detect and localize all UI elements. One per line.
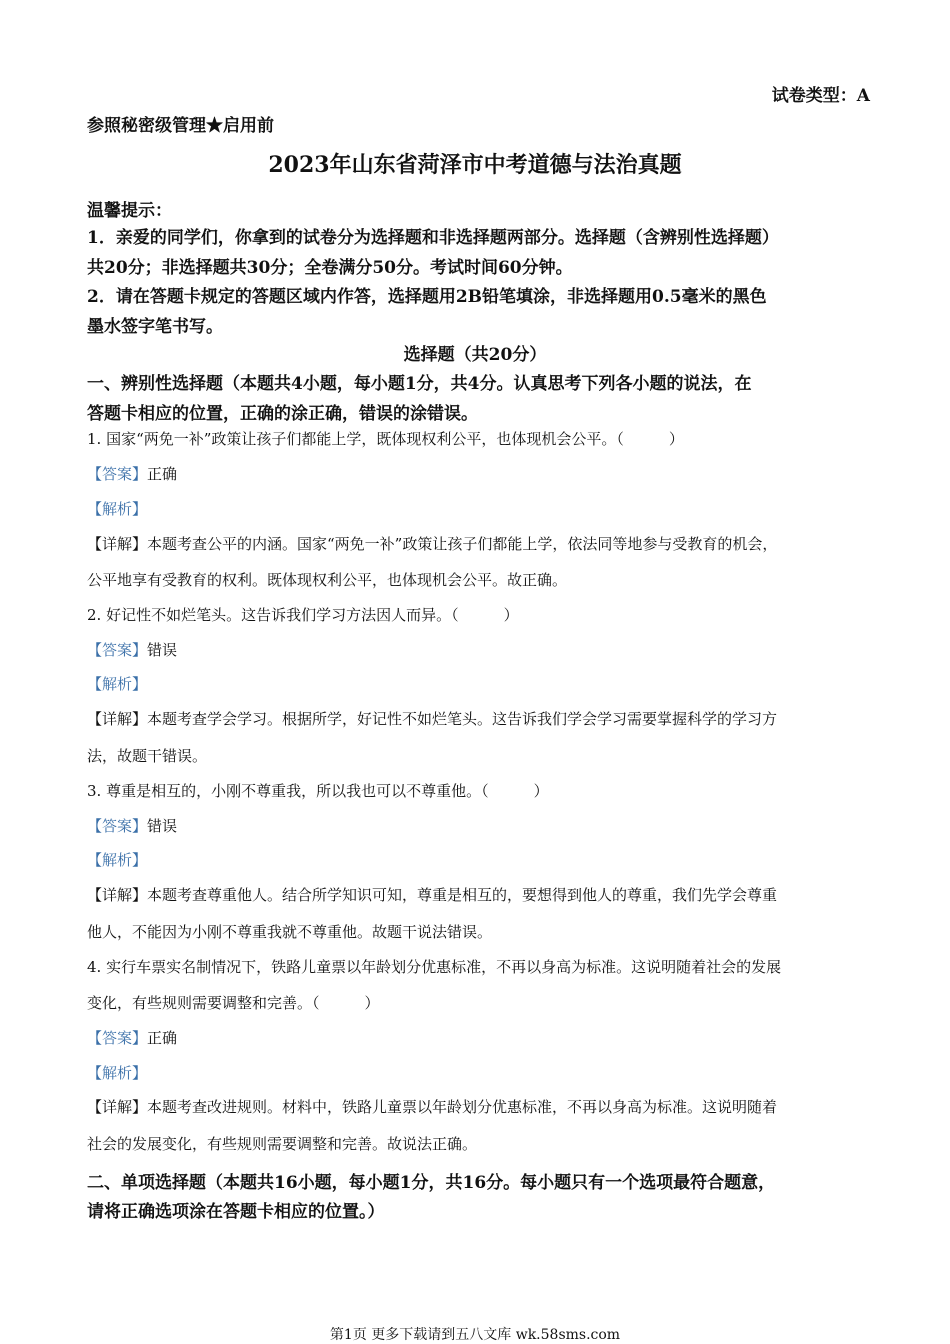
answer-value: 正确 xyxy=(147,465,178,483)
q1-analysis-label: 【解析】 xyxy=(87,500,148,518)
detail-label: 【详解】 xyxy=(87,1098,148,1116)
q2-answer xyxy=(87,639,870,660)
answer-value: 错误 xyxy=(147,641,178,659)
q1-detail-line-2: 公平地享有受教育的权利。既体现权利公平，也体现机会公平。故正确。 xyxy=(87,571,568,589)
q3-analysis-label: 【解析】 xyxy=(87,851,148,869)
q4-answer xyxy=(87,1027,870,1048)
paper-type: 试卷类型：A xyxy=(771,86,870,106)
secret-level: 参照秘密级管理★启用前 xyxy=(87,116,274,136)
part2-heading-line-1: 二、单项选择题（本题共16小题，每小题1分，共16分。每小题只有一个选项最符合题意， xyxy=(87,1173,776,1193)
question-2: 2. 好记性不如烂笔头。这告诉我们学习方法因人而异。（ ） xyxy=(87,606,519,624)
question-4-line-2: 变化，有些规则需要调整和完善。（ ） xyxy=(87,994,380,1012)
part1-heading-line-1: 一、辨别性选择题（本题共4小题，每小题1分，共4分。认真思考下列各小题的说法，在 xyxy=(87,374,752,394)
part1-heading-line-2: 答题卡相应的位置，正确的涂正确，错误的涂错误。 xyxy=(87,404,478,424)
detail-text: 本题考查尊重他人。结合所学知识可知，尊重是相互的，要想得到他人的尊重，我们先学会尊重 xyxy=(147,886,778,904)
q3-detail-line-1 xyxy=(87,884,870,905)
tip-1-line-2: 共20分；非选择题共30分；全卷满分50分。考试时间60分钟。 xyxy=(87,258,573,278)
detail-label: 【详解】 xyxy=(87,535,148,553)
q1-detail-line-1 xyxy=(87,533,870,554)
q3-answer xyxy=(87,815,870,836)
q4-detail-line-2: 社会的发展变化，有些规则需要调整和完善。故说法正确。 xyxy=(87,1135,478,1153)
q4-detail-line-1 xyxy=(87,1096,870,1117)
tip-1-line-1: 1．亲爱的同学们，你拿到的试卷分为选择题和非选择题两部分。选择题（含辨别性选择题） xyxy=(87,228,779,248)
q2-detail-line-2: 法，故题干错误。 xyxy=(87,747,208,765)
question-4-line-1: 4. 实行车票实名制情况下，铁路儿童票以年龄划分优惠标准，不再以身高为标准。这说明随着社会的发展 xyxy=(87,958,782,976)
section-choice-heading: 选择题（共20分） xyxy=(403,345,547,365)
answer-value: 正确 xyxy=(147,1029,178,1047)
q3-detail-line-2: 他人，不能因为小刚不尊重我就不尊重他。故题干说法错误。 xyxy=(87,923,493,941)
tips-label: 温馨提示： xyxy=(87,201,172,221)
part2-heading-line-2: 请将正确选项涂在答题卡相应的位置。） xyxy=(87,1202,385,1222)
q2-detail-line-1 xyxy=(87,708,870,729)
question-1: 1. 国家“两免一补”政策让孩子们都能上学，既体现权利公平，也体现机会公平。（ ） xyxy=(87,430,684,448)
answer-label: 【答案】 xyxy=(87,465,148,483)
answer-value: 错误 xyxy=(147,817,178,835)
answer-label: 【答案】 xyxy=(87,817,148,835)
detail-label: 【详解】 xyxy=(87,710,148,728)
answer-label: 【答案】 xyxy=(87,1029,148,1047)
tip-2-line-1: 2．请在答题卡规定的答题区域内作答，选择题用2B铅笔填涂，非选择题用0.5毫米的黑色 xyxy=(87,287,767,307)
answer-label: 【答案】 xyxy=(87,641,148,659)
page-footer: 第1页 更多下载请到五八文库 wk.58sms.com xyxy=(329,1327,621,1343)
q4-analysis-label: 【解析】 xyxy=(87,1064,148,1082)
detail-text: 本题考查公平的内涵。国家“两免一补”政策让孩子们都能上学，依法同等地参与受教育的机会， xyxy=(147,535,778,553)
detail-label: 【详解】 xyxy=(87,886,148,904)
q2-analysis-label: 【解析】 xyxy=(87,675,148,693)
tip-2-line-2: 墨水签字笔书写。 xyxy=(87,317,223,337)
q1-answer xyxy=(87,463,870,484)
page-title: 2023年山东省菏泽市中考道德与法治真题 xyxy=(268,152,682,178)
question-3: 3. 尊重是相互的，小刚不尊重我，所以我也可以不尊重他。（ ） xyxy=(87,782,549,800)
detail-text: 本题考查学会学习。根据所学，好记性不如烂笔头。这告诉我们学会学习需要掌握科学的学习方 xyxy=(147,710,778,728)
detail-text: 本题考查改进规则。材料中，铁路儿童票以年龄划分优惠标准，不再以身高为标准。这说明随着 xyxy=(147,1098,778,1116)
